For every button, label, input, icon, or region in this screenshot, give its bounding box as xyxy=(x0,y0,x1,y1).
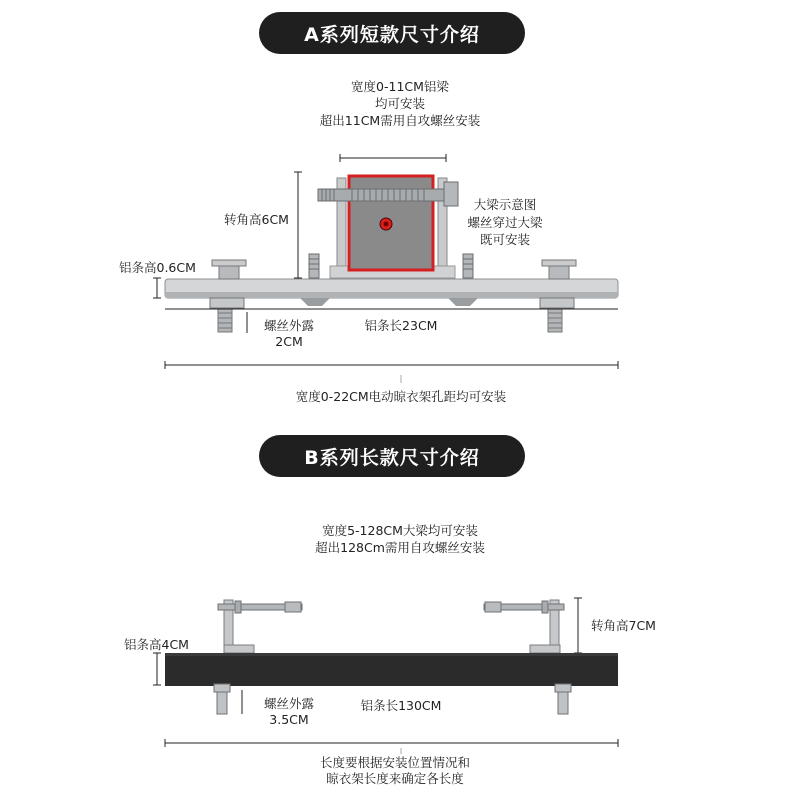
section-b-intro-line-2: 超出128Cm需用自攻螺丝安装 xyxy=(315,540,485,555)
screw-exposed-label-b-1: 螺丝外露 xyxy=(263,696,315,711)
section-b-footer-line-1: 长度要根据安装位置情况和 xyxy=(319,755,471,770)
beam-note-line-2: 螺丝穿过大梁 xyxy=(467,215,543,230)
aluminium-bar-b xyxy=(165,653,618,686)
section-a-intro-line-3: 超出11CM需用自攻螺丝安装 xyxy=(319,113,481,128)
left-bracket-b xyxy=(218,600,302,653)
right-bracket-b xyxy=(484,600,564,653)
bar-height-label-b: 铝条高4CM xyxy=(124,637,189,652)
bar-height-label-a: 铝条高0.6CM xyxy=(119,260,196,275)
corner-height-label-b: 转角高7CM xyxy=(591,618,656,633)
screw-exposed-label-a-2: 2CM xyxy=(275,334,303,349)
section-b-title: B系列长款尺寸介绍 xyxy=(259,435,525,477)
bar-length-label-a: 铝条长23CM xyxy=(364,318,438,333)
bar-length-label-b: 铝条长130CM xyxy=(360,698,442,713)
corner-height-label-a: 转角高6CM xyxy=(224,212,289,227)
beam-note-line-1: 大梁示意图 xyxy=(473,197,537,212)
section-a-title: A系列短款尺寸介绍 xyxy=(259,12,525,54)
section-a-footer: 宽度0-22CM电动晾衣架孔距均可安装 xyxy=(295,389,507,404)
section-a-intro-line-2: 均可安装 xyxy=(374,96,426,111)
screw-exposed-label-b-2: 3.5CM xyxy=(269,712,309,727)
beam-note-line-3: 既可安装 xyxy=(479,232,531,247)
section-b-intro-line-1: 宽度5-128CM大梁均可安装 xyxy=(322,523,478,538)
section-b-footer-line-2: 晾衣架长度来确定各长度 xyxy=(326,771,464,786)
screw-exposed-label-a-1: 螺丝外露 xyxy=(263,318,315,333)
section-a-intro-line-1: 宽度0-11CM铝梁 xyxy=(351,79,449,94)
